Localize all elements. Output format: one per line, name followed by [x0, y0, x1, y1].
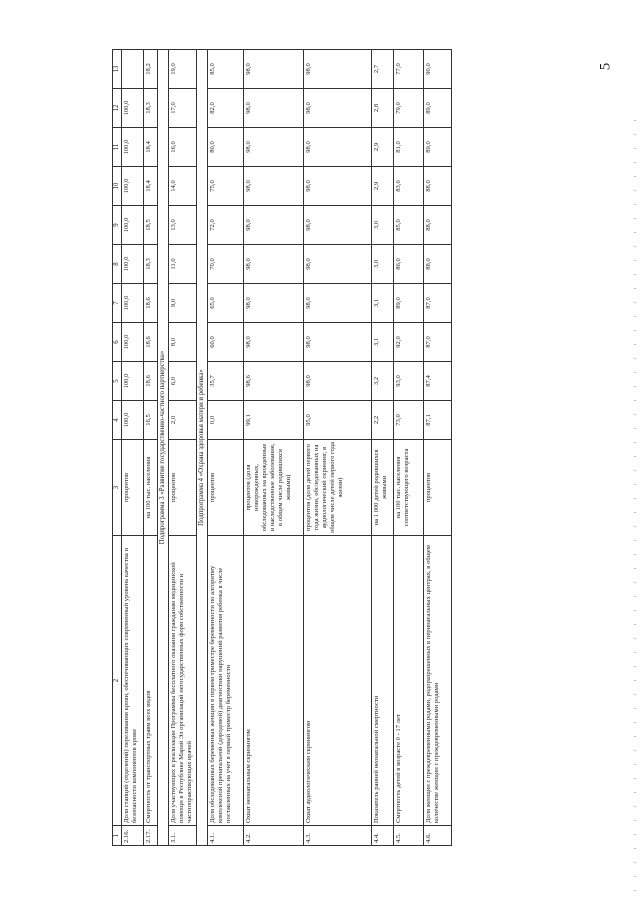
- row-value: 98,0: [244, 50, 304, 89]
- row-name: Смертность детей в возрасте 0 - 17 лет: [394, 536, 424, 826]
- subprogram-heading-row: [197, 50, 208, 846]
- row-value: 100,0: [122, 323, 144, 362]
- row-unit: процентов: [208, 440, 244, 536]
- row-number: 3.1.: [169, 826, 197, 846]
- row-value: 100,0: [122, 284, 144, 323]
- row-value: 18,6: [144, 323, 158, 362]
- row-value: 81,0: [394, 128, 424, 167]
- row-value: 3,0: [372, 206, 394, 245]
- row-value: 98,0: [244, 284, 304, 323]
- row-unit: на 100 тыс. населения соответствующего возраста: [394, 440, 424, 536]
- row-value: 100,0: [122, 362, 144, 401]
- row-unit: процентов (доля новорожденных, обследованных на врожденные и наследственные заболевания, в общем числе родившихся живыми): [244, 440, 304, 536]
- row-value: 82,0: [208, 89, 244, 128]
- row-name: Охват аудиологическим скринингом: [304, 536, 372, 826]
- row-value: 14,0: [169, 167, 197, 206]
- table-row: [394, 50, 424, 846]
- table-row: [372, 50, 394, 846]
- row-value: 87,0: [424, 284, 452, 323]
- row-value: 100,0: [122, 206, 144, 245]
- row-value: 80,0: [208, 128, 244, 167]
- row-name: Смертность от транспортных травм всех видов: [144, 536, 158, 826]
- column-header: 6: [113, 323, 122, 362]
- row-value: 98,0: [244, 245, 304, 284]
- row-value: 60,0: [208, 323, 244, 362]
- row-name: Доля участвующих в реализации Программы бесплатного оказания гражданам медицинской помощи в Республике Марий Эл организаций негосударственных форм собственности и частнопрактикующих врачей: [169, 536, 197, 826]
- row-value: 3,0: [372, 245, 394, 284]
- row-value: 2,8: [372, 89, 394, 128]
- row-value: 16,0: [169, 128, 197, 167]
- table-row: [169, 50, 197, 846]
- row-value: 89,0: [394, 284, 424, 323]
- column-header: 13: [113, 50, 122, 89]
- row-value: 18,3: [144, 245, 158, 284]
- subprogram-heading: Подпрограмма 3 «Развитие государственно-частного партнерства»: [158, 50, 169, 846]
- row-number: 4.2.: [244, 826, 304, 846]
- table-row: [244, 50, 304, 846]
- row-number: 4.6.: [424, 826, 452, 846]
- row-value: 98,0: [304, 206, 372, 245]
- column-header: 12: [113, 89, 122, 128]
- row-value: 65,0: [208, 284, 244, 323]
- row-value: 100,0: [122, 128, 144, 167]
- column-header: 7: [113, 284, 122, 323]
- row-unit: процентов: [122, 440, 144, 536]
- row-value: 2,9: [372, 128, 394, 167]
- row-value: 92,0: [394, 323, 424, 362]
- row-value: 95,0: [304, 401, 372, 440]
- row-number: 2.17.: [144, 826, 158, 846]
- row-unit: процентов: [424, 440, 452, 536]
- row-unit: процентов (доля детей первого года жизни, обследованных на аудиологический скрининг, в общем числе детей первого года жизни): [304, 440, 372, 536]
- rotated-table-area: [112, 50, 612, 846]
- row-value: 8,0: [169, 323, 197, 362]
- row-value: 98,0: [304, 362, 372, 401]
- row-value: 0,0: [208, 401, 244, 440]
- row-name: Доля станций (отделений) переливания крови, обеспечивающих современный уровень качества и безопасности компонентов крови: [122, 536, 144, 826]
- row-value: 18,4: [144, 167, 158, 206]
- column-header: 2: [113, 536, 122, 826]
- table-row: [424, 50, 452, 846]
- row-value: [122, 50, 144, 89]
- row-value: 16,5: [144, 401, 158, 440]
- row-value: 99,1: [244, 401, 304, 440]
- row-value: 87,4: [424, 362, 452, 401]
- column-header: 8: [113, 245, 122, 284]
- row-value: 13,0: [169, 206, 197, 245]
- row-value: 98,0: [304, 323, 372, 362]
- row-value: 72,0: [208, 206, 244, 245]
- row-value: 98,0: [244, 128, 304, 167]
- row-name: Показатель ранней неонатальной смертности: [372, 536, 394, 826]
- row-number: 4.4.: [372, 826, 394, 846]
- row-value: 3,1: [372, 323, 394, 362]
- row-value: 93,0: [394, 362, 424, 401]
- row-name: Доля обследованных беременных женщин в первом триместре беременности по алгоритму комплексной пренатальной (дородовой) диагностики нарушений развития ребенка в числе поставленных на учет в первый триместр беременности: [208, 536, 244, 826]
- row-unit: процентов: [169, 440, 197, 536]
- row-value: 98,0: [244, 89, 304, 128]
- subprogram-heading-row: [158, 50, 169, 846]
- subprogram-heading: Подпрограмма 4 «Охрана здоровья матери и ребенка»: [197, 50, 208, 846]
- row-number: 4.1.: [208, 826, 244, 846]
- row-value: 88,0: [424, 206, 452, 245]
- row-value: 98,0: [304, 128, 372, 167]
- row-value: 100,0: [122, 245, 144, 284]
- column-header: 1: [113, 826, 122, 846]
- table-row: [144, 50, 158, 846]
- row-value: 88,0: [424, 245, 452, 284]
- row-value: 77,0: [394, 50, 424, 89]
- row-value: 6,0: [169, 362, 197, 401]
- row-value: 98,6: [244, 362, 304, 401]
- row-value: 2,7: [372, 50, 394, 89]
- row-unit: на 100 тыс. населения: [144, 440, 158, 536]
- column-header: 3: [113, 440, 122, 536]
- row-value: 2,2: [372, 401, 394, 440]
- row-value: 98,0: [304, 89, 372, 128]
- row-value: 18,4: [144, 128, 158, 167]
- row-number: 2.16.: [122, 826, 144, 846]
- row-unit: на 1 000 детей родившихся живыми: [372, 440, 394, 536]
- column-header: 4: [113, 401, 122, 440]
- row-value: 70,0: [208, 245, 244, 284]
- row-value: 100,0: [122, 89, 144, 128]
- row-value: 88,0: [424, 167, 452, 206]
- row-value: 11,0: [169, 245, 197, 284]
- column-header: 11: [113, 128, 122, 167]
- page-number: 5: [597, 62, 614, 71]
- row-name: Доля женщин с преждевременными родами, родоразрешенных в перинатальных центрах, в общем количестве женщин с преждевременными родами: [424, 536, 452, 826]
- row-value: 2,0: [169, 401, 197, 440]
- row-value: 17,0: [169, 89, 197, 128]
- column-header: 5: [113, 362, 122, 401]
- row-value: 18,2: [144, 50, 158, 89]
- row-value: 98,0: [304, 167, 372, 206]
- row-value: 3,1: [372, 284, 394, 323]
- table-row: [122, 50, 144, 846]
- row-value: 18,6: [144, 284, 158, 323]
- row-value: 90,0: [424, 50, 452, 89]
- row-value: 2,9: [372, 167, 394, 206]
- column-header: 10: [113, 167, 122, 206]
- row-value: 98,0: [304, 245, 372, 284]
- indicators-table: [112, 49, 452, 846]
- row-value: 100,0: [122, 401, 144, 440]
- row-value: 18,6: [144, 362, 158, 401]
- row-name: Охват неонатальным скринингом: [244, 536, 304, 826]
- row-value: 85,0: [208, 50, 244, 89]
- row-value: 86,0: [394, 245, 424, 284]
- column-header: 9: [113, 206, 122, 245]
- table-row: [304, 50, 372, 846]
- row-value: 100,0: [122, 167, 144, 206]
- row-number: 4.5.: [394, 826, 424, 846]
- row-value: 83,0: [394, 167, 424, 206]
- row-value: 87,1: [424, 401, 452, 440]
- row-value: 18,3: [144, 89, 158, 128]
- row-value: 89,0: [424, 89, 452, 128]
- row-value: 35,7: [208, 362, 244, 401]
- row-value: 98,0: [244, 167, 304, 206]
- row-value: 3,2: [372, 362, 394, 401]
- row-value: 89,0: [424, 128, 452, 167]
- row-number: 4.3.: [304, 826, 372, 846]
- row-value: 73,0: [394, 401, 424, 440]
- row-value: 98,0: [244, 323, 304, 362]
- row-value: 98,0: [244, 206, 304, 245]
- row-value: 98,0: [304, 284, 372, 323]
- row-value: 9,0: [169, 284, 197, 323]
- row-value: 87,0: [424, 323, 452, 362]
- margin-dots: [634, 120, 636, 900]
- row-value: 19,0: [169, 50, 197, 89]
- row-value: 85,0: [394, 206, 424, 245]
- row-value: 98,0: [304, 50, 372, 89]
- row-value: 79,0: [394, 89, 424, 128]
- row-value: 75,0: [208, 167, 244, 206]
- landscape-table-wrapper: [112, 50, 612, 846]
- row-value: 18,5: [144, 206, 158, 245]
- table-row: [208, 50, 244, 846]
- column-number-row: [113, 50, 122, 846]
